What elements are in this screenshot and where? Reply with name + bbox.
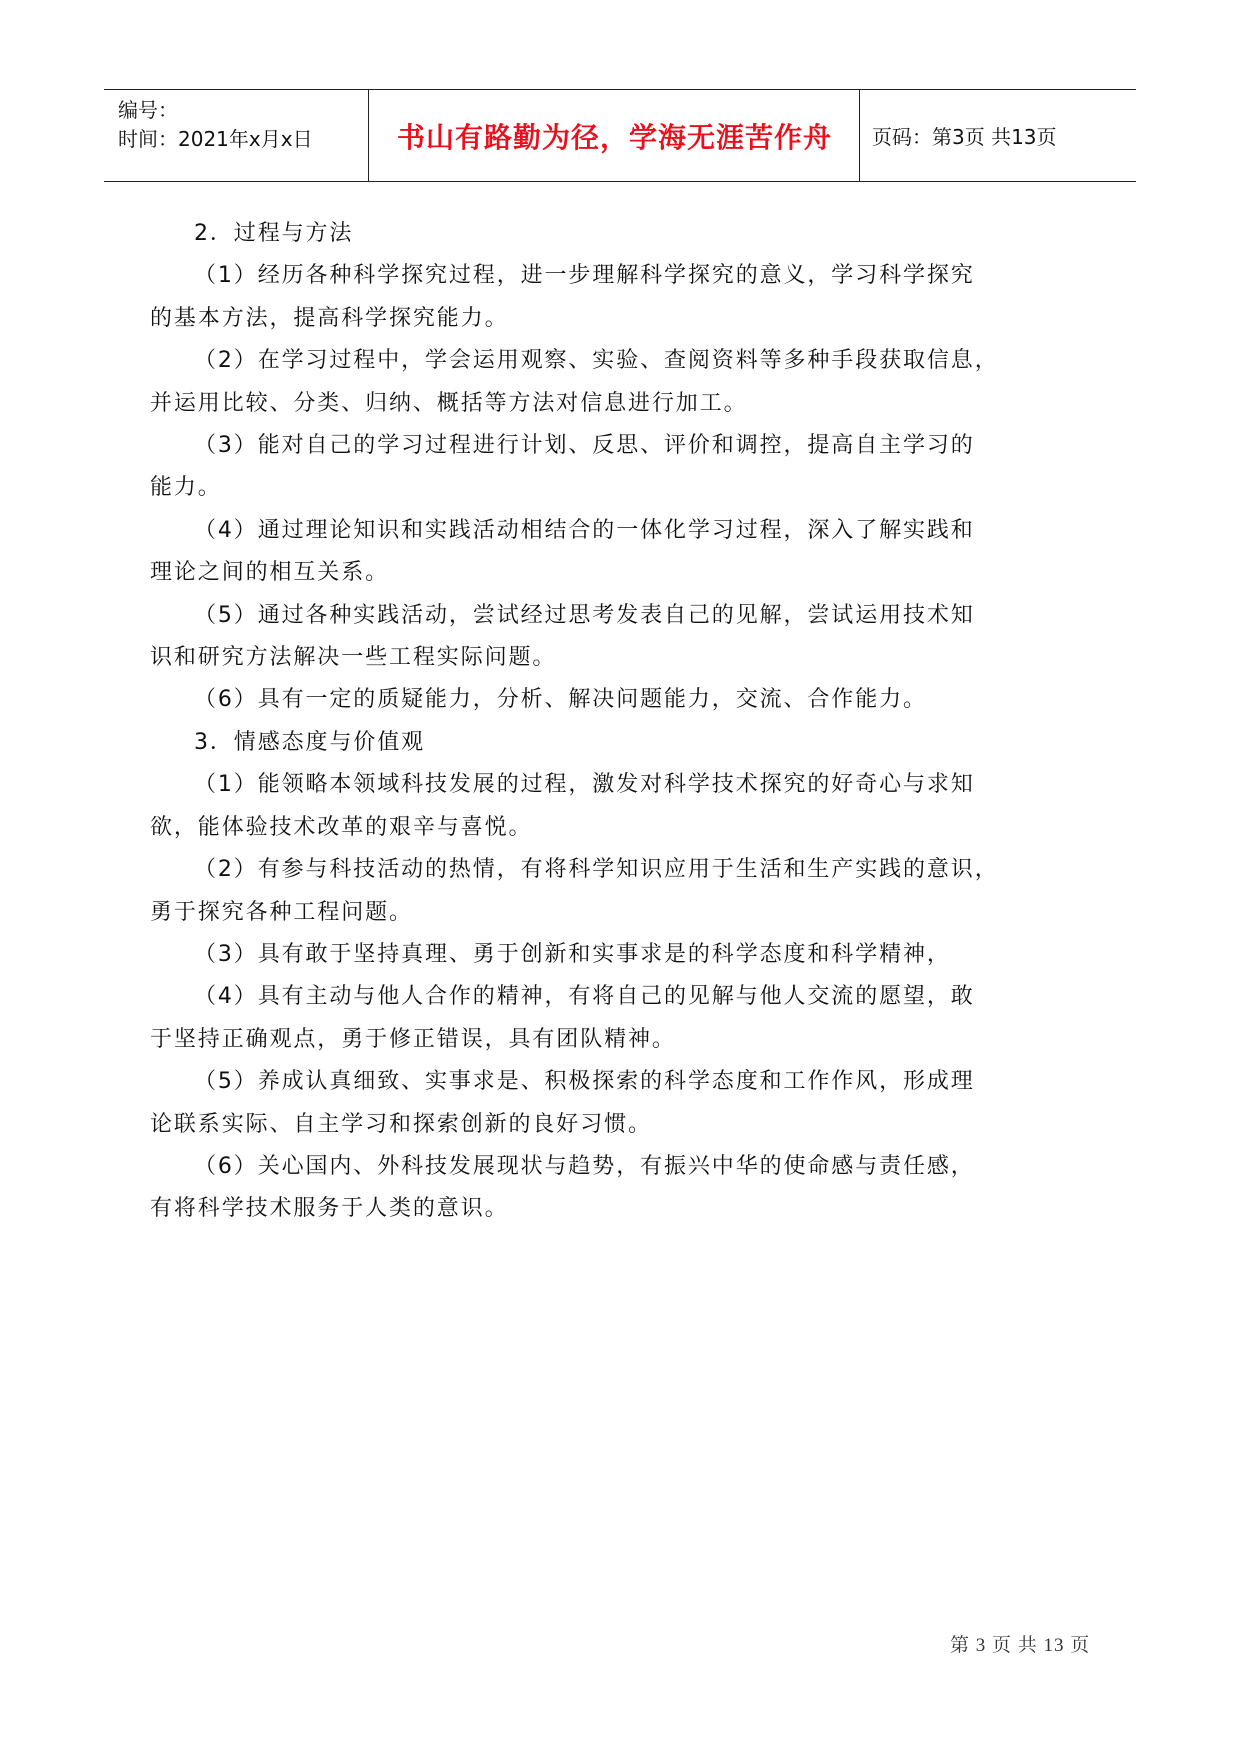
paragraph-line: （1）能领略本领域科技发展的过程，激发对科学技术探究的好奇心与求知 [194, 772, 975, 798]
paragraph-line: 的基本方法，提高科学探究能力。 [150, 305, 509, 331]
time-label: 时间：2021年x月x日 [118, 127, 313, 151]
number-label: 编号： [118, 98, 178, 122]
paragraph-line: 识和研究方法解决一些工程实际问题。 [150, 645, 557, 671]
paragraph-line: 理论之间的相互关系。 [150, 560, 390, 586]
paragraph-line: 2．过程与方法 [194, 221, 354, 246]
paragraph-line: （5）通过各种实践活动，尝试经过思考发表自己的见解，尝试运用技术知 [194, 602, 975, 628]
header-meta [118, 96, 358, 154]
document-body [150, 213, 1100, 1231]
paragraph-line: 欲，能体验技术改革的艰辛与喜悦。 [150, 814, 533, 840]
page-number-footer: 第 3 页 共 13 页 [950, 1635, 1091, 1656]
paragraph-line: （4）具有主动与他人合作的精神，有将自己的见解与他人交流的愿望，敢 [194, 984, 975, 1010]
paragraph-line: （2）有参与科技活动的热情，有将科学知识应用于生活和生产实践的意识， [194, 857, 999, 883]
paragraph-line: （1）经历各种科学探究过程，进一步理解科学探究的意义，学习科学探究 [194, 263, 975, 289]
paragraph-line: （6）关心国内、外科技发展现状与趋势，有振兴中华的使命感与责任感， [194, 1153, 975, 1179]
paragraph-line: （6）具有一定的质疑能力，分析、解决问题能力，交流、合作能力。 [194, 687, 927, 713]
paragraph-line: 论联系实际、自主学习和探索创新的良好习惯。 [150, 1111, 652, 1137]
paragraph-line: 于坚持正确观点，勇于修正错误，具有团队精神。 [150, 1026, 676, 1052]
paragraph-line: （2）在学习过程中，学会运用观察、实验、查阅资料等多种手段获取信息， [194, 348, 999, 374]
paragraph-line: 勇于探究各种工程问题。 [150, 899, 413, 925]
paragraph-line: （4）通过理论知识和实践活动相结合的一体化学习过程，深入了解实践和 [194, 517, 975, 543]
header-divider [859, 90, 860, 181]
paragraph-line: 有将科学技术服务于人类的意识。 [150, 1196, 509, 1222]
paragraph-line: 能力。 [150, 475, 222, 501]
header-motto: 书山有路勤为径，学海无涯苦作舟 [396, 120, 832, 154]
paragraph-line: （5）养成认真细致、实事求是、积极探索的科学态度和工作作风，形成理 [194, 1069, 975, 1095]
paragraph-line: （3）具有敢于坚持真理、勇于创新和实事求是的科学态度和科学精神， [194, 941, 951, 967]
paragraph-line: （3）能对自己的学习过程进行计划、反思、评价和调控，提高自主学习的 [194, 433, 975, 459]
document-header [104, 89, 1136, 182]
paragraph-line: 3．情感态度与价值观 [194, 729, 425, 755]
header-page-info: 页码：第3页 共13页 [872, 125, 1057, 149]
header-divider [368, 90, 369, 181]
paragraph-line: 并运用比较、分类、归纳、概括等方法对信息进行加工。 [150, 390, 748, 416]
